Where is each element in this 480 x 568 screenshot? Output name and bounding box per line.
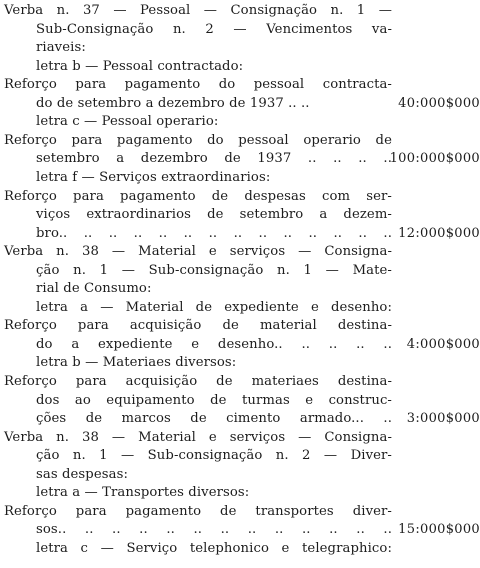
- text-line: rial de Consumo:: [36, 281, 152, 296]
- text-line: Reforço para acquisição de materiaes destina-: [4, 374, 392, 389]
- text-line: Reforço para pagamento do pessoal operario de: [4, 133, 392, 148]
- text-line: do de setembro a dezembro de 1937 .. ..: [36, 96, 310, 111]
- amount-value: 12:000$000: [398, 226, 480, 241]
- text-line: letra c — Serviço telephonico e telegraphico:: [36, 541, 392, 556]
- text-line: letra c — Pessoal operario:: [36, 114, 219, 129]
- text-line: bro.. .. .. .. .. .. .. .. .. .. .. .. .. ..: [36, 226, 392, 241]
- text-line: sas despesas:: [36, 467, 128, 482]
- text-line: Verba n. 37 — Pessoal — Consignação n. 1 —: [4, 3, 392, 18]
- text-line: Sub-Consignação n. 2 — Vencimentos va-: [36, 22, 392, 37]
- text-line: setembro a dezembro de 1937 .. .. .. ..: [36, 151, 392, 166]
- text-line: Verba n. 38 — Material e serviços — Consigna-: [4, 430, 392, 445]
- text-line: viços extraordinarios de setembro a dezem-: [36, 207, 392, 222]
- amount-value: 4:000$000: [406, 337, 480, 352]
- text-line: Reforço para pagamento do pessoal contracta-: [4, 77, 392, 92]
- amount-value: 15:000$000: [398, 522, 480, 537]
- amount-value: 40:000$000: [398, 96, 480, 111]
- text-line: riaveis:: [36, 40, 86, 55]
- amount-value: 100:000$000: [389, 151, 480, 166]
- text-line: sos.. .. .. .. .. .. .. .. .. .. .. .. ..: [36, 522, 392, 537]
- text-line: ção n. 1 — Sub-consignação n. 1 — Mate-: [36, 263, 392, 278]
- text-line: ções de marcos de cimento armado... ..: [36, 411, 392, 426]
- text-line: letra a — Transportes diversos:: [36, 485, 250, 500]
- text-line: Reforço para acquisição de material destina-: [4, 318, 392, 333]
- amount-value: 3:000$000: [406, 411, 480, 426]
- text-line: letra a — Material de expediente e desenho:: [36, 300, 392, 315]
- text-line: dos ao equipamento de turmas e construc-: [36, 393, 392, 408]
- text-line: Reforço para pagamento de despesas com ser-: [4, 189, 392, 204]
- text-line: letra b — Materiaes diversos:: [36, 355, 237, 370]
- text-line: do a expediente e desenho.. .. .. .. ..: [36, 337, 392, 352]
- text-line: Verba n. 38 — Material e serviços — Consigna-: [4, 244, 392, 259]
- text-line: letra b — Pessoal contractado:: [36, 59, 244, 74]
- text-line: ção n. 1 — Sub-consignação n. 2 — Diver-: [36, 448, 392, 463]
- text-line: letra f — Serviços extraordinarios:: [36, 170, 271, 185]
- text-line: Reforço para pagamento de transportes diver-: [4, 504, 392, 519]
